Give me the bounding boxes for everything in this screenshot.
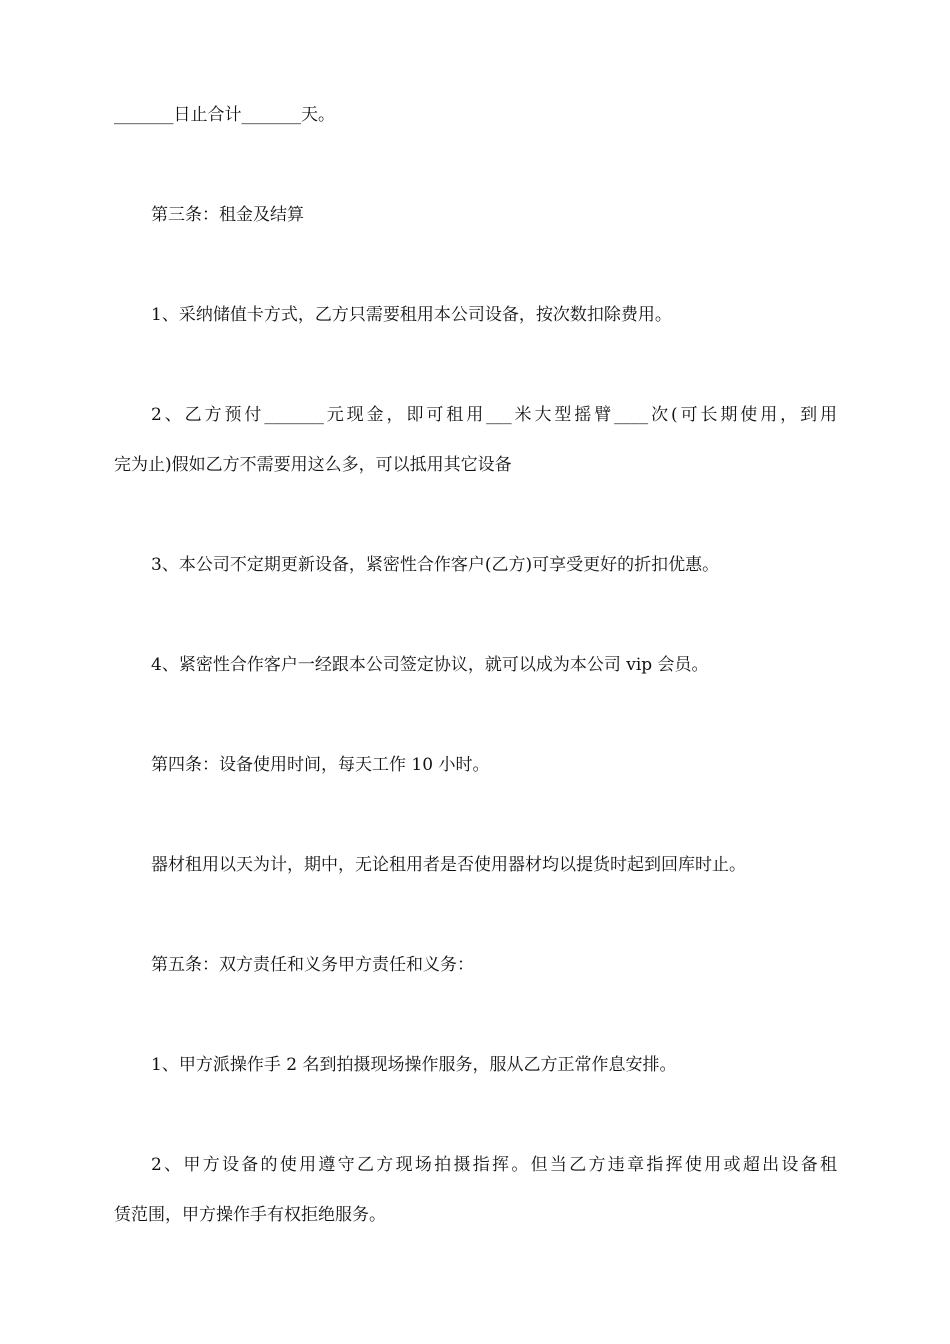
section-heading-article-3: 第三条：租金及结算: [151, 205, 304, 225]
clause-3-2-line-2: 完为止)假如乙方不需要用这么多，可以抵用其它设备: [114, 455, 512, 475]
clause-3-2-line-1: 2、乙方预付_______元现金，即可租用___米大型摇臂____次(可长期使用，到用: [151, 405, 837, 425]
text-line-term-total-days: _______日止合计_______天。: [114, 105, 335, 125]
rental-period-note: 器材租用以天为计，期中，无论租用者是否使用器材均以提货时起到回库时止。: [151, 855, 746, 875]
section-heading-article-5: 第五条：双方责任和义务甲方责任和义务：: [151, 955, 474, 975]
clause-3-4: 4、紧密性合作客户一经跟本公司签定协议，就可以成为本公司 vip 会员。: [151, 655, 709, 675]
clause-3-1: 1、采纳储值卡方式，乙方只需要租用本公司设备，按次数扣除费用。: [151, 305, 672, 325]
section-heading-article-4: 第四条：设备使用时间，每天工作 10 小时。: [151, 755, 490, 775]
clause-5-1: 1、甲方派操作手 2 名到拍摄现场操作服务，服从乙方正常作息安排。: [151, 1055, 677, 1075]
clause-5-2-line-1: 2、甲方设备的使用遵守乙方现场拍摄指挥。但当乙方违章指挥使用或超出设备租: [151, 1155, 837, 1175]
clause-3-3: 3、本公司不定期更新设备，紧密性合作客户(乙方)可享受更好的折扣优惠。: [151, 555, 720, 575]
clause-5-2-line-2: 赁范围，甲方操作手有权拒绝服务。: [114, 1205, 386, 1225]
